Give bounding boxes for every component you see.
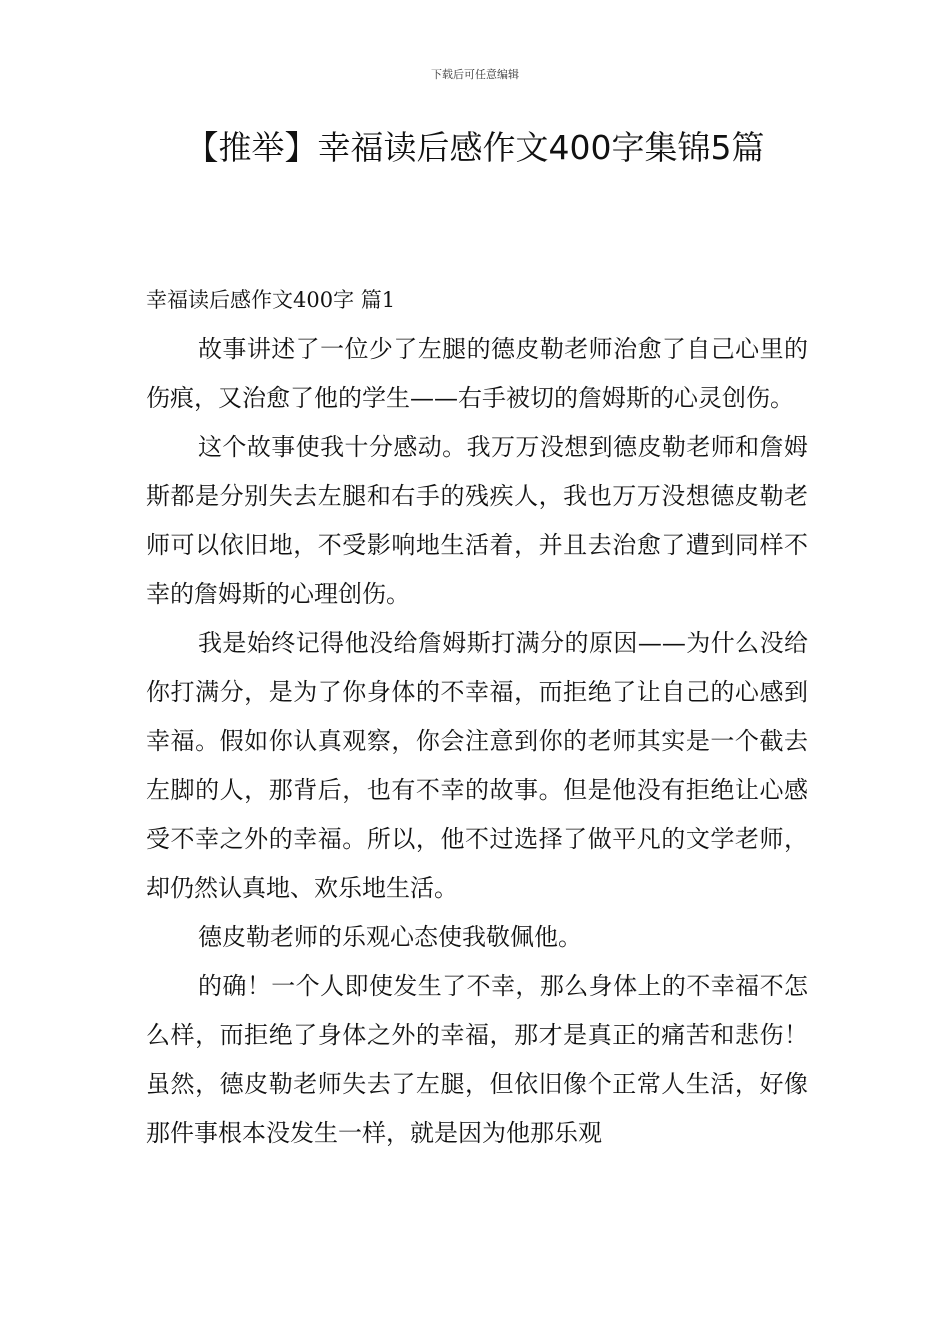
- paragraph: 德皮勒老师的乐观心态使我敬佩他。: [198, 923, 582, 951]
- document-body: [146, 279, 808, 1158]
- paragraph: 的确！一个人即使发生了不幸，那么身体上的不幸福不怎么样，而拒绝了身体之外的幸福，那才是真正的痛苦和悲伤！虽然，德皮勒老师失去了左腿，但依旧像个正常人生活，好像那件事根本没发生一样，就是因为他那乐观: [146, 972, 808, 1147]
- document-title: 【推举】幸福读后感作文400字集锦5篇: [185, 128, 765, 167]
- paragraph: 这个故事使我十分感动。我万万没想到德皮勒老师和詹姆斯都是分别失去左腿和右手的残疾人，我也万万没想德皮勒老师可以依旧地，不受影响地生活着，并且去治愈了遭到同样不幸的詹姆斯的心理创伤。: [146, 433, 808, 608]
- paragraph: 故事讲述了一位少了左腿的德皮勒老师治愈了自己心里的伤痕，又治愈了他的学生——右手被切的詹姆斯的心灵创伤。: [146, 335, 808, 412]
- header-note: 下载后可任意编辑: [431, 68, 519, 81]
- paragraph: 我是始终记得他没给詹姆斯打满分的原因——为什么没给你打满分，是为了你身体的不幸福，而拒绝了让自己的心感到幸福。假如你认真观察，你会注意到你的老师其实是一个截去左脚的人，那背后，也有不幸的故事。但是他没有拒绝让心感受不幸之外的幸福。所以，他不过选择了做平凡的文学老师，却仍然认真地、欢乐地生活。: [146, 629, 808, 902]
- section-heading: 幸福读后感作文400字 篇1: [146, 288, 396, 312]
